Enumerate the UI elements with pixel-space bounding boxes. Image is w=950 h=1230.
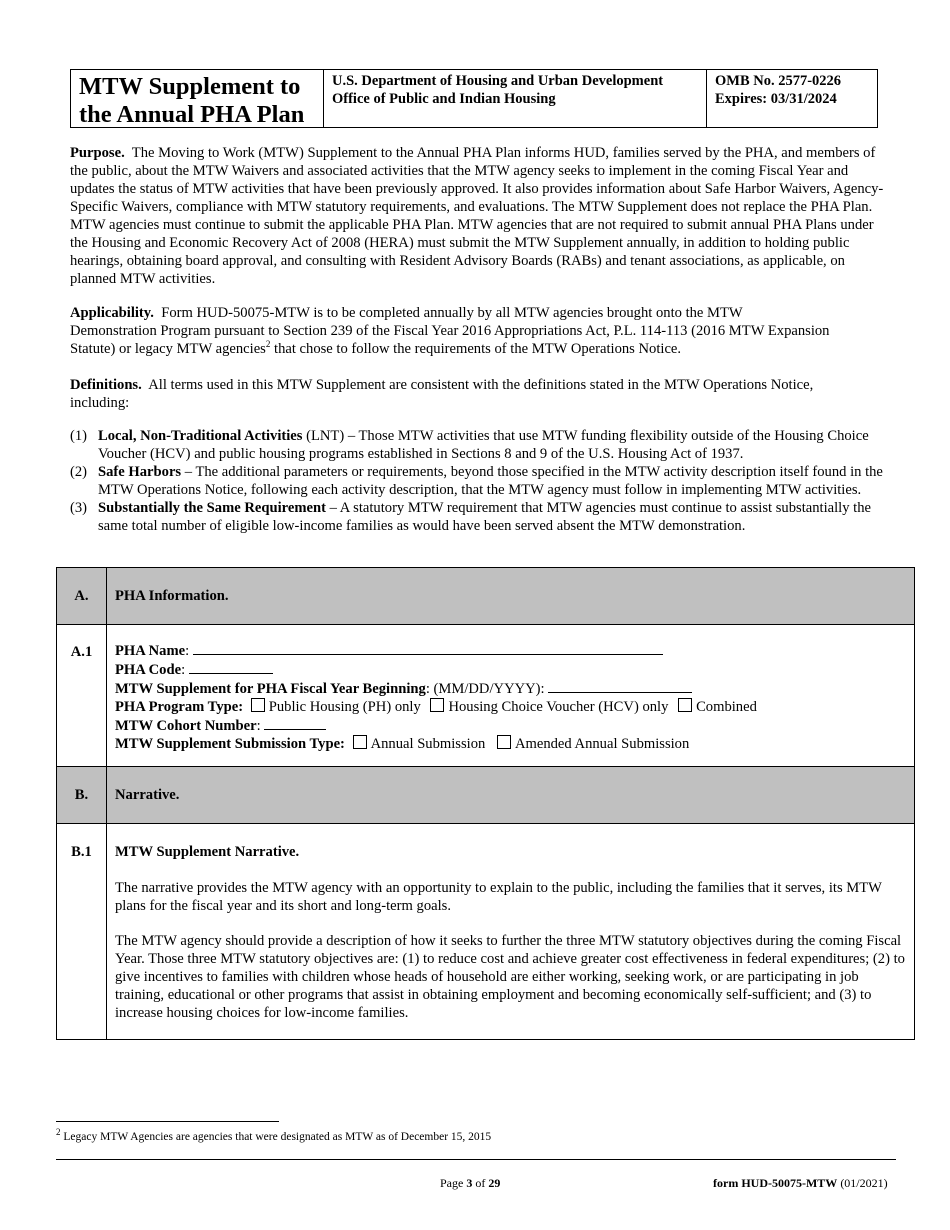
omb-block [707,70,877,127]
footnote-divider [56,1121,279,1122]
narrative-paragraph-2: The MTW agency should provide a description of how it seeks to further the three MTW statutory objectives during the coming Fiscal Year. Those three MTW statutory objectives are: (1) to reduce cost and achieve greater cost effectiveness in federal expenditures; (2) to give incentives to families with children whose heads of household are either working, seeking work, or are participating in job training, educational or other programs that assist in obtaining employment and becoming economically self-sufficient; and (3) to increase housing choices for low-income families. [115,933,905,1021]
checkbox-public-housing[interactable] [251,698,265,712]
pha-name-label: PHA Name [115,643,186,659]
section-a-title: PHA Information. [107,568,915,625]
pha-code-label: PHA Code [115,662,182,678]
department-block [324,70,707,127]
purpose-text: The Moving to Work (MTW) Supplement to the Annual PHA Plan informs HUD, families served by the PHA, and members of the public, about the MTW Waivers and associated activities that the MTW agency seeks to implement in the coming Fiscal Year and updates the status of MTW activities that have been previously approved. It also provides information about Safe Harbor Waivers, Agency-Specific Waivers, compliance with MTW statutory requirements, and evaluations. The MTW Supplement does not replace the PHA Plan. MTW agencies must continue to submit the applicable PHA Plan. MTW agencies that are not required to submit annual PHA Plans under the Housing and Economic Recovery Act of 2008 (HERA) must submit the MTW Supplement annually, in addition to holding public hearings, obtaining board approval, and consulting with Resident Advisory Boards (RABs) and tenant associations, as applicable, on planned MTW activities. [70,145,884,287]
title-line-2: the Annual PHA Plan [79,101,305,128]
applicability-text: Form HUD-50075-MTW is to be completed annually by all MTW agencies brought onto the MTW Demonstration Program pursuant to Section 239 of the Fiscal Year 2016 Appropriations Act, P.L. 114-113 (2016 MTW Expansion Statute) or legacy MTW agencies [70,305,830,357]
expiration-date: Expires: 03/31/2024 [715,91,837,107]
footnote-ref: 2 [265,339,271,350]
row-b1-label: B.1 [57,824,107,1040]
narrative-paragraph-1: The narrative provides the MTW agency with an opportunity to explain to the public, including the families that it serves, its MTW plans for the fiscal year and its short and long-term goals. [115,880,882,914]
form-title [71,70,324,127]
section-b1-row [57,824,915,1040]
applicability-paragraph [70,304,830,358]
list-item-number: (1) [70,428,88,444]
title-line-1: MTW Supplement to [79,73,301,100]
narrative-subtitle: MTW Supplement Narrative. [115,844,300,860]
definition-term: Local, Non-Traditional Activities [98,428,303,444]
definition-term: Substantially the Same Requirement [98,500,326,516]
definitions-text: All terms used in this MTW Supplement are consistent with the definitions stated in the MTW Operations Notice, including: [70,377,814,411]
narrative-cell [107,824,915,1040]
fiscal-year-format: : (MM/DD/YYYY): [425,681,545,697]
definition-term: Safe Harbors [98,464,182,480]
page-current: 3 [466,1176,473,1190]
option-hcv: Housing Choice Voucher (HCV) only [448,699,669,715]
section-a1-row [57,625,915,767]
pha-name-field[interactable] [193,641,663,655]
office-name: Office of Public and Indian Housing [332,91,556,107]
definition-text: – A statutory MTW requirement that MTW agencies must continue to assist substantially the same total number of eligible low-income families as would have been served absent the MTW demonstration. [98,500,871,534]
definitions-list [70,427,900,535]
option-annual-submission: Annual Submission [370,736,486,752]
list-item [70,463,900,499]
checkbox-hcv[interactable] [430,698,444,712]
footnote-text: Legacy MTW Agencies are agencies that were designated as MTW as of December 15, 2015 [60,1131,492,1143]
program-type-label: PHA Program Type: [115,699,244,715]
pha-information-fields: PHA Name: PHA Code: MTW Supplement for PHA Fiscal Year Beginning: (MM/DD/YYYY): PHA Program Type: Public Housing (PH) only Housing Choice Voucher (HCV) only Combined MTW Cohort Number: MTW Supplement Submission Type: Annual Submission Amended Annual Submission [107,625,915,767]
definition-text: (LNT) – Those MTW activities that use MTW funding flexibility outside of the Housing Choice Voucher (HCV) and public housing programs established in Sections 8 and 9 of the U.S. Housing Act of 1937. [98,428,869,462]
form-table [56,567,915,1040]
purpose-paragraph [70,144,892,288]
form-number-label: form HUD-50075-MTW [713,1176,838,1190]
footer-divider [56,1159,896,1160]
page-prefix: Page [440,1176,467,1190]
applicability-text-end: that chose to follow the requirements of the MTW Operations Notice. [270,341,682,357]
cohort-number-label: MTW Cohort Number [115,718,257,734]
purpose-label: Purpose. [70,145,125,161]
checkbox-amended-submission[interactable] [497,735,511,749]
fiscal-year-label: MTW Supplement for PHA Fiscal Year Beginning [115,681,426,697]
page-total: 29 [488,1176,501,1190]
footnote [56,1127,492,1144]
section-a-header [57,568,915,625]
omb-number: OMB No. 2577-0226 [715,73,842,89]
option-public-housing: Public Housing (PH) only [268,699,421,715]
page-number [440,1176,500,1191]
section-b-title: Narrative. [107,767,915,824]
list-item [70,499,900,535]
pha-code-field[interactable] [189,660,273,674]
section-a-label: A. [57,568,107,625]
section-b-header [57,767,915,824]
row-a1-label: A.1 [57,625,107,767]
department-name: U.S. Department of Housing and Urban Development [332,73,664,89]
form-date: (01/2021) [837,1176,888,1190]
form-number [713,1176,888,1191]
applicability-label: Applicability. [70,305,154,321]
option-combined: Combined [696,699,757,715]
list-item-number: (2) [70,464,88,480]
page-of: of [472,1176,489,1190]
list-item [70,427,900,463]
footnote-number: 2 [56,1127,61,1138]
submission-type-label: MTW Supplement Submission Type: [115,736,345,752]
definitions-paragraph [70,376,830,412]
option-amended-submission: Amended Annual Submission [514,736,690,752]
checkbox-combined[interactable] [678,698,692,712]
list-item-number: (3) [70,500,88,516]
definitions-label: Definitions. [70,377,142,393]
definition-text: – The additional parameters or requirements, beyond those specified in the MTW activity description itself found in the MTW Operations Notice, following each activity description, that the MTW agency must follow in implementing MTW activities. [98,464,883,498]
form-header [70,69,878,128]
fiscal-year-field[interactable] [548,679,692,693]
cohort-number-field[interactable] [264,716,326,730]
checkbox-annual-submission[interactable] [353,735,367,749]
section-b-label: B. [57,767,107,824]
